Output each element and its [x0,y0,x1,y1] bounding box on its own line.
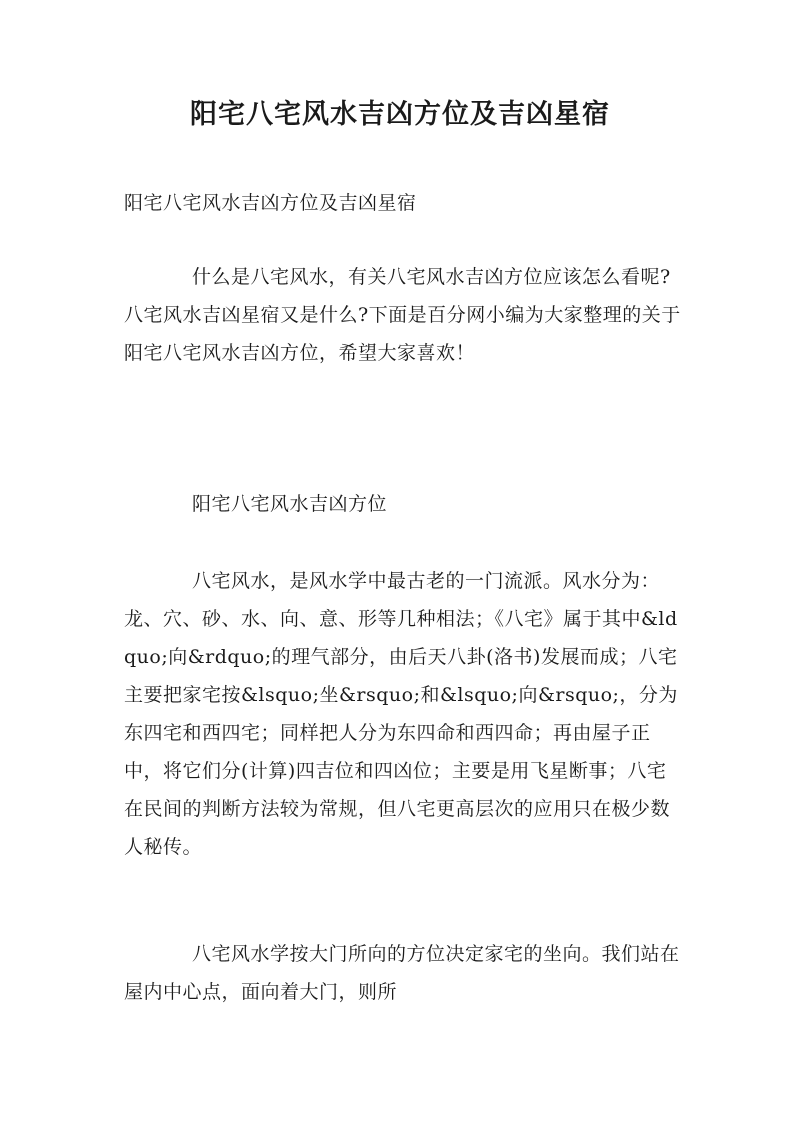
body-paragraph-eight-mansions: 八宅风水，是风水学中最古老的一门流派。风水分为：龙、穴、砂、水、向、意、形等几种相法；《八宅》属于其中&ldquo;向&rdquo;的理气部分，由后天八卦(洛书)发展而成；八宅主要把家宅按&lsquo;坐&rsquo;和&lsquo;向&rsquo;，分为东四宅和西四宅；同样把人分为东四命和西四命；再由屋子正中，将它们分(计算)四吉位和四凶位；主要是用飞星断事；八宅在民间的判断方法较为常规，但八宅更高层次的应用只在极少数人秘传。 [124,570,678,858]
document-title: 阳宅八宅风水吉凶方位及吉凶星宿 [190,99,610,130]
section-heading: 阳宅八宅风水吉凶方位 [192,493,388,515]
intro-paragraph: 什么是八宅风水，有关八宅风水吉凶方位应该怎么看呢?八宅风水吉凶星宿又是什么?下面是百分网小编为大家整理的关于阳宅八宅风水吉凶方位，希望大家喜欢！ [124,266,681,364]
body-paragraph-door-direction: 八宅风水学按大门所向的方位决定家宅的坐向。我们站在屋内中心点，面向着大门，则所 [124,943,680,1003]
document-subtitle: 阳宅八宅风水吉凶方位及吉凶星宿 [124,192,417,214]
